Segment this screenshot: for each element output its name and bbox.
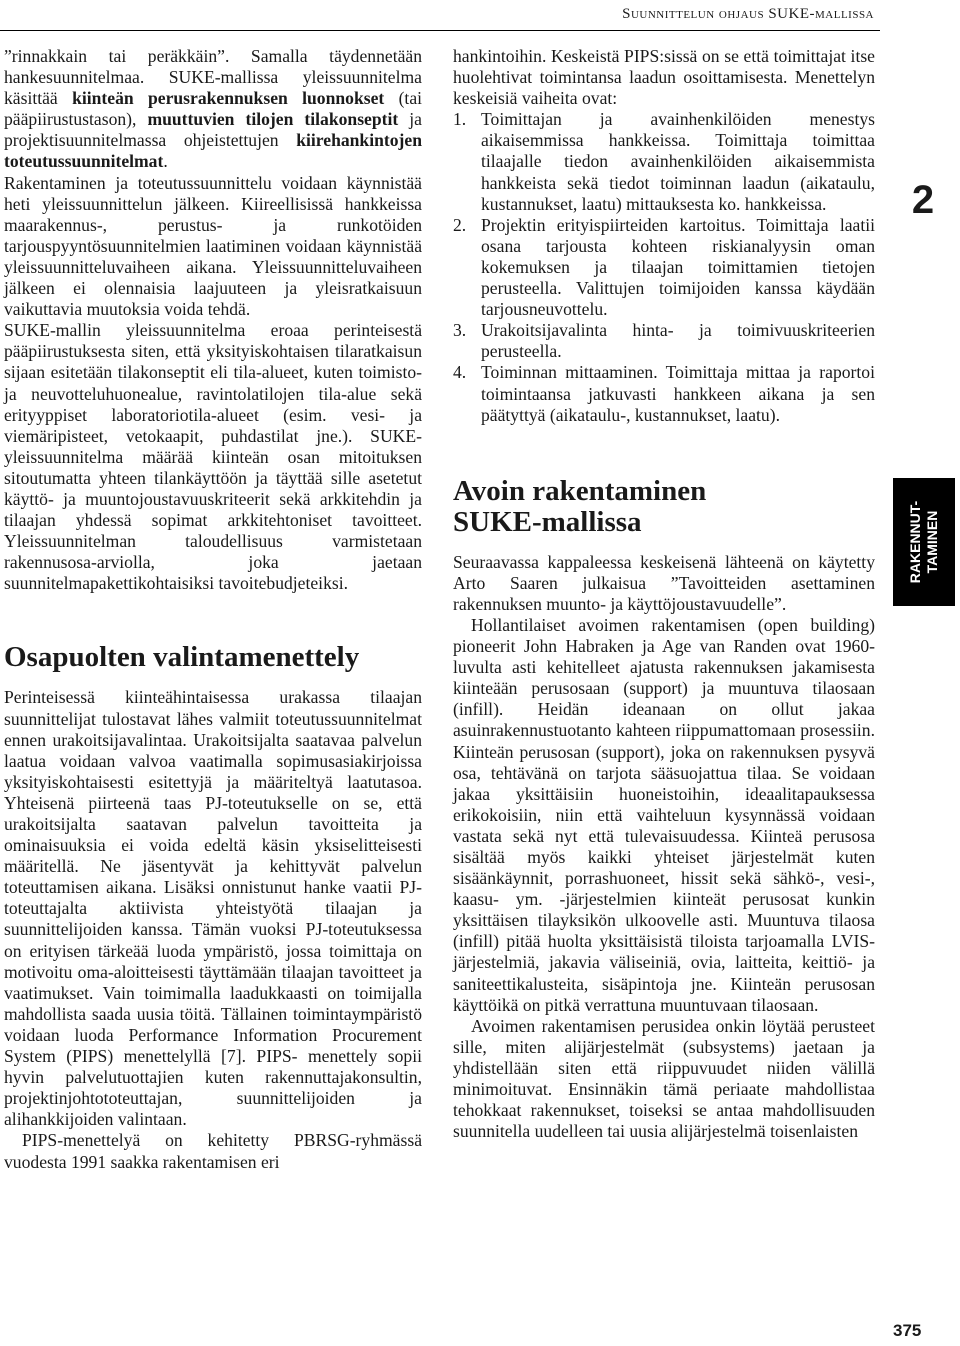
right-column (453, 46, 875, 1142)
text-run: ja projektisuunnitelmassa ohjeistettujen (4, 109, 422, 151)
list-text: Toimittajan ja avainhenkilöiden menestys aikaisemmissa hankkeissa. Toimittaja toimittaa tilaajalle tiedon avainhenkilöiden aikaisemmista hankkeista sekä tiedot toiminnan laadun (aikataulu, kustannukset, laatu) mittauksesta ko. hankkeissa. (481, 109, 875, 214)
bold-term: kiinteän perusrakennuksen luonnokset (72, 88, 385, 109)
bold-term: kiirehankintojen toteutussuunnitelmat (4, 130, 422, 172)
list-number: 1. (453, 109, 467, 130)
list-number: 2. (453, 214, 467, 235)
list-text: Toiminnan mittaaminen. Toimittaja mittaa ja raportoi toimintaansa jatkuvasti hankkeen aikana ja sen päätyttyä (aikataulu-, kustannukset, laatu). (481, 362, 875, 425)
heading-line: Avoin rakentaminen (453, 474, 707, 507)
paragraph-habraken: Hollantilaiset avoimen rakentamisen (open building) pioneerit John Habraken ja Age van Randen ovat 1960-luvulta asti kehitelleet ajatusta rakennuksen jakamisesta kiinteään perusosaan (support) ja muuntuva tilaosaan (infill). Heidän ideanaan on ollut jakaa asuinrakennustuotanto kahteen riippumattomaan prosessiin. Kiinteän perusosan (support), joka on rakennuksen pysyvä osa, tehtävänä on tarjota sääsuojattua tilaa. Se voidaan jakaa yksittäisiin huoneistoihin, ideaalitapauksessa erikokoisiin, niin että vaihteluun kysynnässä voidaan vastata sekä nyt että tulevaisuudessa. Kiinteä perusosa sisältää myös kaikki yhteiset järjestelmät kuten sisäänkäynnit, porrashuoneet, hissit sekä sähkö-, vesi-, kaasu- ym. -järjestelmien kiinteät perusosat kunkin yksittäisen tilayksikön ulkoovelle asti. Muuntuva tilaosa (infill) pitää huolta yksittäisistä tiloista tarjoamalla LVIS-järjestelmiä, jakavia väliseiniä, ovia, laitteita, keittiö- ja saniteettikalusteita, sisäpintoja jne. Kiinteän perusosan käyttöikä on pitkä verrattuna muuntuvaan tilaosaan. (453, 614, 875, 1015)
paragraph-construction-start: Rakentaminen ja toteutussuunnittelu voidaan käynnistää heti yleissuunnittelun jälkeen. Kiireellisissä hankkeissa maarakennus-, perustus- ja runkotöiden tarjouspyyntösuunnitelmien laatiminen voidaan käynnistää yleissuunnitteluvaiheen aikana. Yleissuunnitteluvaiheen jälkeen ei olennaisia laajuuteen ja yleisratkaisuun vaikuttavia muutoksia voida tehdä. (4, 172, 422, 320)
text-run: ”rinnakkain tai peräkkäin”. Samalla täydennetään hankesuunnitelmaa. SUKE-mallissa yleissuunnitelma käsittää (4, 46, 422, 109)
paragraph-suke-general-plan: SUKE-mallin yleissuunnitelma eroaa perinteisestä pääpiirustuksesta siten, että yksityiskohtaisen tilaratkaisun sijaan esitetään tilakonseptit eli tila-alueet, kuten toimisto- ja neuvotteluhuonealue, ravintolatilojen tila-alue sekä erityyppiset laboratoriotila-alueet (esim. vesi- ja viemäripisteet, vetokaapit, puhdastilat jne.). SUKE-yleissuunnitelma määrää kiinteän osan mitoituksen sitoutumatta yhteen tilankäyttöön ja täyttää sille asetetut käyttö- ja muuntojoustavuuskriteerit sekä arkkitehdin ja tilaajan yhdessä sopimat arkkitehtoniset tavoitteet. Yleissuunnitelman taloudellisuus varmistetaan rakennusosa-arviolla, joka jaetaan suunnitelmapakettikohtaisiksi tavoitebudjeteiksi. (4, 320, 422, 594)
heading-line: SUKE-mallissa (453, 505, 642, 538)
chapter-number: 2 (911, 178, 935, 222)
list-text: Projektin erityispiirteiden kartoitus. Toimittaja laatii osana tarjousta kohteen riskianalyysin oman kokemuksen ja tilaajan toimittamien tietojen perusteella. Valittujen toimijoiden kanssa käydään tarjousneuvottelu. (481, 214, 875, 320)
header-rule (0, 30, 880, 31)
list-item (453, 362, 875, 425)
section-tab (893, 478, 955, 606)
page-number: 375 (893, 1321, 922, 1340)
paragraph-general-plan (4, 46, 422, 173)
section-heading-party-selection: Osapuolten valintamenettely (4, 641, 360, 674)
section-tab-label: RAKENNUT- TAMINEN (907, 500, 940, 584)
list-item (453, 109, 875, 214)
pips-steps-list (453, 109, 875, 425)
text-run: (tai pääpiirustustason), (4, 88, 423, 130)
list-item (453, 215, 875, 320)
running-header: Suunnittelun ohjaus SUKE-mallissa (622, 6, 874, 22)
left-column (4, 46, 422, 1173)
paragraph-pips-continued: hankintoihin. Keskeistä PIPS:sissä on se että toimittajat itse huolehtivat toimintansa laadun osoittamisesta. Menettelyn keskeisiä vaiheita ovat: (453, 46, 875, 109)
section-heading-open-building (453, 476, 875, 538)
list-number: 3. (453, 320, 467, 341)
list-item (453, 320, 875, 362)
paragraph-pips: PIPS-menettelyä on kehitetty PBRSG-ryhmässä vuodesta 1991 saakka rakentamisen eri (4, 1130, 422, 1172)
list-number: 4. (453, 362, 467, 383)
list-text: Urakoitsijavalinta hinta- ja toimivuuskriteerien perusteella. (481, 320, 875, 362)
paragraph-open-building-idea: Avoimen rakentamisen perusidea onkin löytää perusteet sille, miten alijärjestelmät (subsystems) jaetaan ja yhdistellään siten että riippuvuudet niiden välillä minimoituvat. Ensinnäkin tämä periaate mahdollistaa tehokkaat rakennukset, toiseksi se antaa mahdollisuuden suunnitella uudelleen tai uusia alijärjestelmä toisenlaisten (453, 1015, 875, 1142)
paragraph-procurement: Perinteisessä kiinteähintaisessa urakassa tilaajan suunnittelijat tulostavat lähes valmiit toteutussuunnitelmat ennen urakoitsijavalintaa. Urakoitsijalta saatavaa palvelun laatua voidaan valvoa vaatimalla sopimusasiakirjoissa yksityiskohtaisesti esitettyjä ja määriteltyä laatutasoa. Yhteisenä piirteenä taas PJ-toteutukselle on se, että urakoitsijalta saatavan palvelun tavoitteita ja ominaisuuksia ei voida edeltä käsin yksiselitteisesti määritellä. Ne jäsentyvät ja kehittyvät palvelun toteuttamisen aikana. Lisäksi onnistunut hanke vaatii PJ-toteuttajalta aktiivista yhteistyötä tilaajan ja suunnittelijoiden kanssa. Tämän vuoksi PJ-toteutuksessa on erityisen tärkeää luoda ympäristö, jossa toimittaja on motivoitu oma-aloitteisesti täyttämään tilaajan tavoitteet ja vaatimukset. Vain toimimalla laadukkaasti on toimijalla mahdollista saada uusia töitä. Tällainen toimintaympäristö voidaan luoda Performance Information Procurement System (PIPS) menettelyllä [7]. PIPS- menettely sopii hyvin palvelutuottajien kuten rakennuttajakonsultin, projektinjohtototeuttajan, suunnittelijoiden ja alihankkijoiden valintaan. (4, 687, 422, 1130)
text-run: . (163, 151, 168, 172)
bold-term: muuttuvien tilojen tilakonseptit (147, 109, 399, 130)
paragraph-source: Seuraavassa kappaleessa keskeisenä lähteenä on käytetty Arto Saaren julkaisua ”Tavoitteiden asettaminen rakennuksen muunto- ja käyttöjoustavuudelle”. (453, 551, 875, 614)
